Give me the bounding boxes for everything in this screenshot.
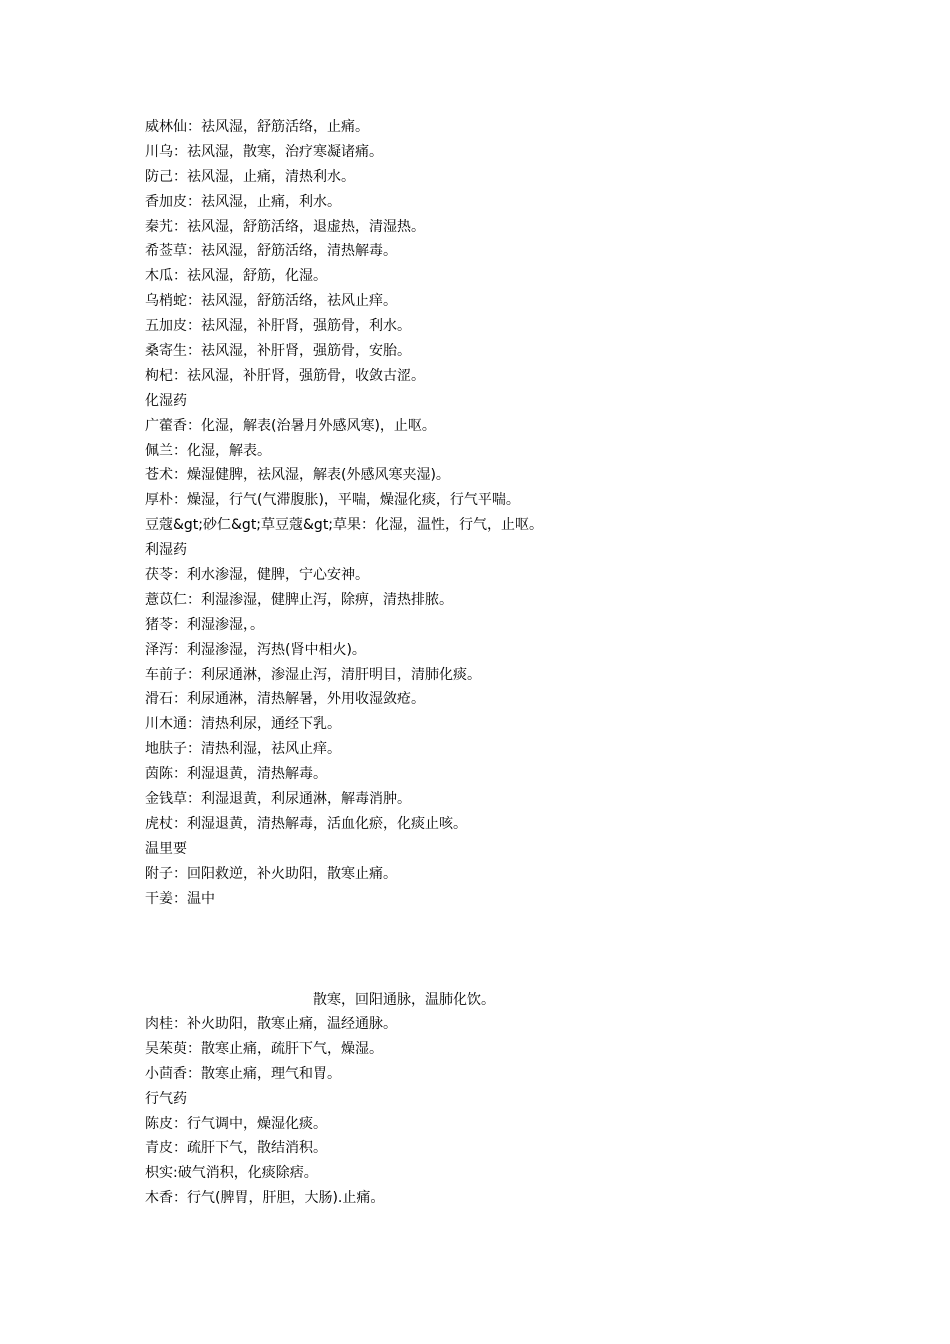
- text-line: 金钱草：利湿退黄，利尿通淋，解毒消肿。: [145, 791, 411, 808]
- text-line: 地肤子：清热利湿，祛风止痒。: [145, 741, 341, 758]
- text-line: 干姜：温中: [145, 890, 215, 907]
- text-line: 秦艽：祛风湿，舒筋活络，退虚热，清湿热。: [145, 218, 425, 235]
- text-line: 木香：行气(脾胃，肝胆，大肠).止痛。: [145, 1190, 385, 1207]
- text-line: 车前子：利尿通淋，渗湿止泻，清肝明目，清肺化痰。: [145, 666, 481, 683]
- text-line: 防己：祛风湿，止痛，清热利水。: [145, 168, 355, 185]
- text-line: 桑寄生：祛风湿，补肝肾，强筋骨，安胎。: [145, 343, 411, 360]
- text-line: 虎杖：利湿退黄，清热解毒，活血化瘀，化痰止咳。: [145, 815, 467, 832]
- text-line: 茵陈：利湿退黄，清热解毒。: [145, 766, 327, 783]
- text-line: 川乌：祛风湿，散寒，治疗寒凝诸痛。: [145, 143, 383, 160]
- text-block-upper: [145, 115, 543, 912]
- text-block-lower: [145, 1012, 397, 1211]
- text-line: 吴茱萸：散寒止痛，疏肝下气，燥湿。: [145, 1040, 383, 1057]
- text-line: 小茴香：散寒止痛，理气和胃。: [145, 1065, 341, 1082]
- text-line: 五加皮：祛风湿，补肝肾，强筋骨，利水。: [145, 318, 411, 335]
- text-line: 豆蔻&gt;砂仁&gt;草豆蔻&gt;草果：化湿，温性，行气，止呕。: [145, 517, 544, 534]
- section-heading: 行气药: [145, 1090, 187, 1107]
- section-heading: 温里要: [145, 840, 187, 857]
- text-line: 乌梢蛇：祛风湿，舒筋活络，祛风止痒。: [145, 293, 397, 310]
- section-heading: 利湿药: [145, 542, 187, 559]
- text-line: 希莶草：祛风湿，舒筋活络，清热解毒。: [145, 243, 397, 260]
- text-line: 薏苡仁：利湿渗湿，健脾止泻，除痹，清热排脓。: [145, 591, 453, 608]
- text-line: 肉桂：补火助阳，散寒止痛，温经通脉。: [145, 1016, 397, 1032]
- text-line: 厚朴：燥湿，行气(气滞腹胀)，平喘，燥湿化痰，行气平喘。: [145, 492, 520, 509]
- text-line: 青皮：疏肝下气，散结消积。: [145, 1140, 327, 1157]
- text-line: 木瓜：祛风湿，舒筋，化湿。: [145, 268, 327, 285]
- text-line: 香加皮：祛风湿，止痛，利水。: [145, 193, 341, 210]
- text-line: 佩兰：化湿，解表。: [145, 442, 271, 459]
- text-line: 茯苓：利水渗湿，健脾，宁心安神。: [145, 567, 369, 584]
- text-line: 枸杞：祛风湿，补肝肾，强筋骨，收敛古涩。: [145, 367, 425, 384]
- text-line: 泽泻：利湿渗湿，泻热(肾中相火)。: [145, 641, 366, 658]
- text-line: 陈皮：行气调中，燥湿化痰。: [145, 1115, 327, 1132]
- text-line: 枳实:破气消积，化痰除痞。: [145, 1165, 318, 1182]
- text-line: 川木通：清热利尿，通经下乳。: [145, 716, 341, 733]
- text-line: 猪苓：利湿渗湿，。: [145, 616, 264, 633]
- text-line: 滑石：利尿通淋，清热解暑，外用收湿敛疮。: [145, 691, 425, 708]
- text-line: 苍术：燥湿健脾，祛风湿，解表(外感风寒夹湿)。: [145, 467, 450, 484]
- section-heading: 化湿药: [145, 392, 187, 409]
- text-line: 附子：回阳救逆，补火助阳，散寒止痛。: [145, 865, 397, 882]
- continuation-line: 散寒，回阳通脉，温肺化饮。: [313, 992, 495, 1008]
- text-line: 广藿香：化湿，解表(治暑月外感风寒)，止呕。: [145, 417, 436, 434]
- text-line: 威林仙：祛风湿，舒筋活络，止痛。: [145, 119, 369, 135]
